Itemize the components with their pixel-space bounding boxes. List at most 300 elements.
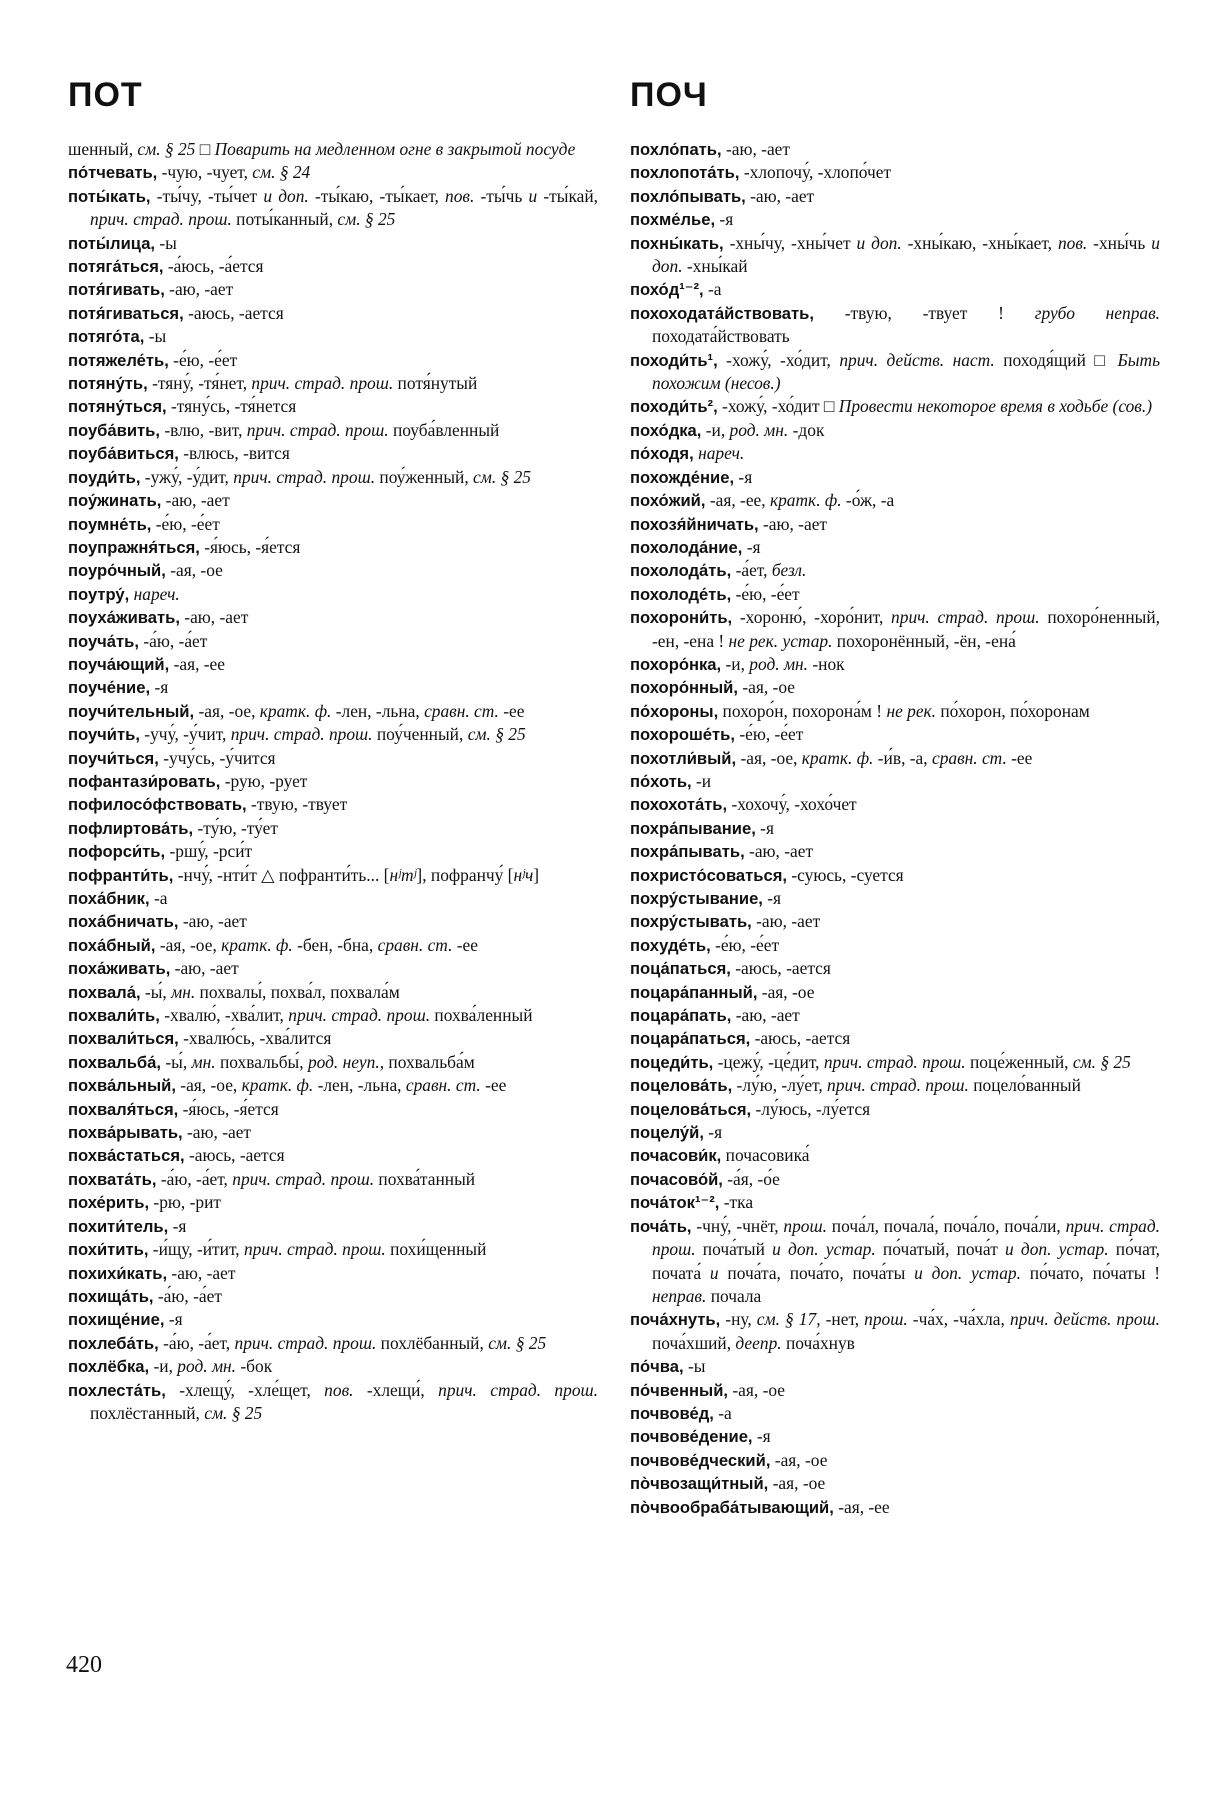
dictionary-entry	[630, 1402, 1160, 1425]
entry-text: -е́ю, -е́ет	[151, 513, 220, 534]
dictionary-entry	[630, 395, 1160, 418]
entry-text: -хлещу́, -хле́щет,	[165, 1379, 325, 1400]
entry-text: -аю, -ает	[751, 911, 821, 932]
entry-text: похвальбы́,	[215, 1051, 308, 1072]
entry-headword: похру́стывание,	[630, 889, 763, 908]
entry-headword: потяну́ться,	[68, 397, 167, 417]
entry-text: -хны́каю, -хны́кает,	[901, 232, 1058, 253]
entry-headword: похва́статься,	[68, 1146, 185, 1166]
entry-text: -чую, -чует,	[157, 162, 253, 183]
entry-text: -а	[713, 1402, 732, 1423]
entry-headword: похоро́нный,	[630, 678, 738, 698]
entry-text: -и́в, -а,	[873, 747, 932, 768]
entry-headword: похра́пывать,	[630, 842, 745, 862]
entry-headword: поха́живать,	[68, 959, 171, 979]
entry-headword: поцара́паться,	[630, 1029, 751, 1049]
dictionary-entry	[68, 630, 598, 653]
dictionary-entry	[68, 817, 598, 840]
entry-headword: похоро́нка,	[630, 654, 722, 674]
entry-grammar-note: неправ.	[652, 1285, 707, 1306]
entry-grammar-note: прич. страд. прош.	[251, 373, 394, 394]
entry-headword: поха́бник,	[68, 889, 150, 908]
entry-grammar-note: сравн. ст.	[424, 700, 499, 721]
entry-text: -ая, -ое,	[736, 747, 802, 768]
entry-text: -аю, -ает	[721, 139, 790, 159]
entry-text: -хвалю́, -хва́лит,	[159, 1005, 289, 1026]
entry-grammar-note: см. § 25 □ Поварить на медленном огне в закрытой посуде	[137, 139, 576, 159]
entry-headword: потяго́та,	[68, 327, 145, 347]
dictionary-entry	[630, 793, 1160, 816]
entry-headword: похлопота́ть,	[630, 163, 740, 183]
entry-text: -и,	[149, 1356, 178, 1377]
entry-grammar-note: прич. действ. наст.	[839, 349, 995, 370]
dictionary-entry	[630, 1051, 1160, 1074]
entry-text: -а́я, -о́е	[722, 1168, 780, 1189]
dictionary-entry	[630, 1191, 1160, 1214]
dictionary-entry	[630, 232, 1160, 279]
entry-headword: поупражня́ться,	[68, 537, 200, 557]
entry-headword: поутру́,	[68, 584, 130, 604]
entry-headword: поучи́тельный,	[68, 701, 195, 721]
entry-text: похоро́н, похорона́м !	[718, 700, 887, 721]
dictionary-entry	[68, 723, 598, 746]
entry-headword: похло́пать,	[630, 140, 722, 159]
entry-text: -и́щу, -и́тит,	[148, 1239, 244, 1260]
entry-headword: ходата́йствовать,	[668, 303, 814, 323]
entry-text: -учу́, -у́чит,	[139, 724, 231, 745]
entry-text: -е́ю, -е́ет	[710, 934, 780, 955]
entry-headword: поцелова́ть,	[630, 1076, 733, 1096]
entry-text: -чну́, -чнёт,	[691, 1215, 784, 1236]
entry-headword: похо́дка,	[630, 420, 702, 440]
entry-headword-prefix: похо	[630, 303, 669, 323]
dictionary-entry	[630, 747, 1160, 770]
entry-text: -хохочу́, -хохо́чет	[727, 794, 857, 815]
entry-grammar-note: прич. страд. прош.	[243, 1239, 386, 1260]
dictionary-entry	[68, 1098, 598, 1121]
entry-text: -аю, -ает	[164, 279, 234, 300]
right-column	[630, 138, 1160, 1519]
entry-headword: пофлиртова́ть,	[68, 818, 194, 838]
entry-grammar-note: род. неуп.,	[307, 1051, 385, 1072]
entry-grammar-note: нʲтʲ	[389, 864, 417, 885]
entry-text: -влю, -вит,	[160, 419, 247, 440]
entry-headword: похвали́ться,	[68, 1029, 179, 1049]
entry-headword: поцара́пать,	[630, 1006, 732, 1026]
entry-text: -аю, -ает	[178, 911, 247, 932]
entry-text: поча́тый	[695, 1239, 773, 1260]
dictionary-entry	[630, 1355, 1160, 1378]
dictionary-entry	[630, 278, 1160, 301]
entry-headword: поха́бничать,	[68, 912, 179, 932]
entry-grammar-note: прич. действ. прош.	[1009, 1309, 1160, 1330]
entry-text: шенный,	[68, 139, 138, 159]
entry-text: -ее	[452, 934, 478, 955]
entry-grammar-note: и доп. устар.	[772, 1239, 876, 1260]
entry-text: -ая, -ое,	[194, 700, 260, 721]
entry-text: поча́та, поча́то, поча́ты	[718, 1262, 915, 1283]
entry-headword: похолода́ть,	[630, 561, 732, 581]
dictionary-entry	[68, 1379, 598, 1426]
entry-text: -а	[149, 888, 168, 908]
entry-text: -ее	[1006, 747, 1033, 768]
entry-text: -нет,	[820, 1309, 865, 1330]
entry-headword: поу́жинать,	[68, 491, 162, 511]
entry-grammar-note: и доп.	[263, 185, 309, 206]
entry-text: -е́ю, -е́ет	[731, 583, 800, 604]
entry-grammar-note: прич. страд. прош.	[891, 607, 1040, 628]
entry-text: -аю, -ает	[161, 490, 230, 511]
entry-grammar-note: прош.	[864, 1309, 908, 1330]
dictionary-entry	[630, 161, 1160, 184]
dictionary-entry	[630, 419, 1160, 442]
dictionary-entry	[68, 419, 598, 442]
entry-headword: похме́лье,	[630, 210, 716, 230]
entry-text: -тяну́, -тя́нет,	[147, 373, 252, 394]
entry-headword: походи́ть¹,	[630, 350, 718, 370]
left-column	[68, 138, 598, 1425]
entry-headword: похва́льный,	[68, 1076, 176, 1096]
entry-headword: похо́д¹⁻²,	[630, 280, 704, 300]
entry-text: -ы́,	[140, 981, 172, 1002]
entry-headword: похристо́соваться,	[630, 865, 788, 885]
entry-headword: по̀чвозащи́тный,	[630, 1474, 769, 1494]
dictionary-entry	[68, 606, 598, 629]
entry-headword: по́чва,	[630, 1357, 684, 1377]
dictionary-entry	[630, 1144, 1160, 1167]
entry-text: -а́ю, -а́ет,	[158, 1332, 235, 1353]
entry-grammar-note: прош.	[783, 1215, 827, 1236]
dictionary-entry	[630, 910, 1160, 933]
entry-headword: по̀чвообраба́тывающий,	[630, 1497, 834, 1517]
dictionary-entry	[630, 1215, 1160, 1309]
entry-headword: похлеба́ть,	[68, 1333, 159, 1353]
entry-text: -ая, -ое	[770, 1449, 828, 1470]
dictionary-entry	[68, 700, 598, 723]
entry-text: -бок	[236, 1356, 273, 1377]
dictionary-entry	[68, 957, 598, 980]
dictionary-entry	[68, 1027, 598, 1050]
entry-headword: похваля́ться,	[68, 1099, 179, 1119]
entry-text: почасовика́	[721, 1145, 810, 1166]
entry-grammar-note: кратк. ф.	[259, 700, 332, 721]
entry-text: похи́щенный	[385, 1239, 487, 1260]
entry-text: -я	[752, 1426, 771, 1447]
dictionary-entry	[630, 1168, 1160, 1191]
entry-headword: походи́ть²,	[630, 397, 718, 417]
dictionary-entry	[630, 606, 1160, 653]
dictionary-entry	[68, 840, 598, 863]
entry-headword: поцеди́ть,	[630, 1052, 714, 1072]
dictionary-entry	[630, 583, 1160, 606]
entry-text: -аю, -ает	[167, 1262, 236, 1283]
entry-text: -хожу́, -хо́дит □	[717, 396, 839, 417]
dictionary-entry	[630, 1121, 1160, 1144]
entry-text: -хны́чь	[1087, 232, 1152, 253]
entry-text: -я	[703, 1122, 723, 1143]
dictionary-entry	[68, 793, 598, 816]
entry-text: -ужу́, -у́дит,	[140, 466, 234, 487]
entry-text: поча́л, почала́, поча́ло, поча́ли,	[826, 1215, 1066, 1236]
entry-text: -аюсь, -ается	[183, 302, 284, 323]
entry-text: -хороню́, -хоро́нит,	[732, 607, 892, 628]
entry-text: -твую, -твует !	[813, 302, 1035, 323]
entry-grammar-note: пов.	[445, 185, 475, 206]
entry-text: -лен, -льна,	[313, 1075, 406, 1096]
entry-text: по́чато, по́чаты !	[1020, 1262, 1161, 1283]
entry-headword: поумне́ть,	[68, 514, 152, 534]
entry-text: -ая, -ое,	[175, 1075, 242, 1096]
entry-headword: поучи́ться,	[68, 748, 159, 768]
entry-grammar-note: не рек. устар.	[728, 630, 833, 651]
entry-headword: похлёбка,	[68, 1357, 150, 1377]
entry-grammar-note: кратк. ф.	[241, 1075, 314, 1096]
entry-headword: похозя́йничать,	[630, 514, 759, 534]
dictionary-entry	[630, 536, 1160, 559]
entry-text: почала	[706, 1285, 762, 1306]
dictionary-entry	[630, 349, 1160, 396]
dictionary-entry	[630, 1098, 1160, 1121]
entry-text: -аю, -ает	[170, 958, 239, 979]
entry-headword: пофранти́ть,	[68, 865, 174, 885]
dictionary-entry	[68, 1144, 598, 1167]
dictionary-entry	[630, 302, 1160, 349]
entry-grammar-note: пов.	[324, 1379, 354, 1400]
dictionary-entry	[68, 747, 598, 770]
entry-headword: похру́стывать,	[630, 912, 752, 932]
dictionary-entry	[630, 770, 1160, 793]
entry-text: по́хорон, по́хоронам	[936, 700, 1090, 721]
entry-headword: потя́гиваться,	[68, 303, 184, 323]
entry-text: -а́ет,	[731, 560, 772, 581]
entry-text: -ты́чь	[474, 185, 529, 206]
entry-grammar-note: нареч.	[133, 583, 180, 604]
entry-text: -аюсь, -ается	[184, 1145, 285, 1166]
entry-text: ]	[533, 864, 540, 885]
entry-text: -ну,	[720, 1309, 757, 1330]
dictionary-entry	[630, 1379, 1160, 1402]
dictionary-entry	[68, 513, 598, 536]
entry-headword: похище́ние,	[68, 1310, 165, 1330]
entry-headword: по́хороны,	[630, 701, 719, 721]
entry-text: -и,	[721, 653, 750, 674]
entry-text: по́чатый, поча́т	[875, 1239, 1005, 1260]
dictionary-entry	[68, 770, 598, 793]
entry-text: -хны́чу, -хны́чет	[723, 232, 857, 253]
entry-text: поцело́ванный	[968, 1075, 1081, 1096]
entry-grammar-note: мн.	[191, 1051, 216, 1072]
entry-grammar-note: грубо неправ.	[1034, 302, 1160, 323]
entry-text: -я	[762, 888, 782, 908]
entry-grammar-note: нареч.	[698, 443, 745, 464]
dictionary-entry	[68, 676, 598, 699]
entry-text: по́чат, почата́	[652, 1239, 1161, 1283]
entry-text: -аю, -ает	[744, 841, 814, 862]
entry-text: -а́ю, -а́ет,	[156, 1168, 233, 1189]
entry-headword: похи́тить,	[68, 1240, 149, 1260]
entry-text: -ы́,	[161, 1051, 192, 1072]
entry-grammar-note: прич. страд. прош.	[234, 1332, 377, 1353]
entry-text: -цежу́, -це́дит,	[713, 1051, 824, 1072]
entry-text: -ы	[683, 1356, 706, 1377]
entry-text: -бен, -бна,	[292, 934, 378, 955]
entry-text: -аюсь, -ается	[750, 1028, 851, 1049]
entry-headword: поча́хнуть,	[630, 1310, 721, 1330]
entry-text: -ая, -ое	[757, 981, 815, 1002]
dictionary-entry	[630, 723, 1160, 746]
entry-text: -аю, -ает	[758, 513, 828, 534]
entry-grammar-note: нʲч	[513, 864, 534, 885]
dictionary-entry	[630, 1496, 1160, 1519]
entry-text: -а	[703, 279, 722, 300]
dictionary-entry	[68, 981, 598, 1004]
entry-text: -хожу́, -хо́дит,	[717, 349, 840, 370]
entry-grammar-note: и доп. устар.	[914, 1262, 1021, 1283]
dictionary-entry	[68, 466, 598, 489]
entry-text: -и,	[701, 419, 730, 440]
entry-text: -ее	[498, 700, 525, 721]
entry-headword: потяну́ть,	[68, 374, 148, 394]
entry-headword: поты́лица,	[68, 233, 156, 253]
entry-text: -ая, -ее	[169, 653, 225, 674]
entry-grammar-note: прич. страд. прош.	[230, 724, 373, 745]
entry-grammar-note: род. мн.	[749, 653, 809, 674]
entry-text: -я	[164, 1309, 183, 1330]
entry-grammar-note: кратк. ф.	[801, 747, 874, 768]
dictionary-entry	[630, 700, 1160, 723]
entry-grammar-note: прич. страд. прош.	[233, 466, 376, 487]
entry-headword: поуди́ть,	[68, 467, 141, 487]
entry-grammar-note: пов.	[1057, 232, 1088, 253]
entry-headword: похра́пывание,	[630, 818, 756, 838]
entry-text: -ы	[144, 326, 167, 347]
entry-headword: потяжеле́ть,	[68, 350, 169, 370]
entry-text: похвальба́м	[384, 1051, 475, 1072]
dictionary-entry	[630, 489, 1160, 512]
entry-headword: поцелова́ться,	[630, 1099, 752, 1119]
dictionary-entry	[68, 1262, 598, 1285]
dictionary-entry	[630, 559, 1160, 582]
entry-grammar-note: см. § 25	[473, 466, 531, 487]
dictionary-entry	[68, 255, 598, 278]
dictionary-entry	[630, 887, 1160, 910]
entry-headword: похны́кать,	[630, 233, 724, 253]
dictionary-entry	[68, 1308, 598, 1331]
entry-headword: почвове́дческий,	[630, 1450, 771, 1470]
dictionary-entry	[68, 232, 598, 255]
entry-text: -я	[755, 817, 774, 838]
entry-headword: пофорси́ть,	[68, 842, 166, 862]
entry-headword: поцелу́й,	[630, 1123, 704, 1143]
entry-text: -лу́ю, -лу́ет,	[732, 1075, 828, 1096]
entry-headword: почасови́к,	[630, 1146, 722, 1166]
entry-grammar-note: Быть похожим (несов.)	[652, 349, 1160, 394]
entry-text: ], пофранчу́ [	[416, 864, 514, 885]
entry-headword: поуха́живать,	[68, 608, 180, 628]
entry-headword: пофантази́ровать,	[68, 771, 221, 791]
entry-text: -я	[715, 209, 734, 230]
entry-headword: похе́рить,	[68, 1193, 150, 1213]
dictionary-entry	[630, 466, 1160, 489]
entry-text: -а́ю, -а́ет	[153, 1285, 222, 1306]
entry-text: -ая, -ое	[738, 677, 795, 698]
entry-text: -ршу́, -рси́т	[165, 841, 253, 862]
entry-headword: по́чвенный,	[630, 1380, 729, 1400]
entry-text: похлёбанный,	[376, 1332, 489, 1353]
entry-grammar-note: см. § 24	[252, 162, 311, 183]
entry-text: -рую, -рует	[220, 770, 308, 791]
entry-text: -аюсь, -ается	[730, 958, 831, 979]
dictionary-entry	[68, 934, 598, 957]
entry-grammar-note: и	[528, 185, 538, 206]
entry-text: -док	[788, 419, 825, 440]
entry-headword: похища́ть,	[68, 1286, 154, 1306]
entry-headword: поуба́виться,	[68, 444, 179, 464]
dictionary-entry	[68, 653, 598, 676]
entry-text: похва́ленный	[430, 1005, 533, 1026]
entry-grammar-note: прич. страд. прош.	[288, 1005, 431, 1026]
entry-grammar-note: см. § 25	[337, 209, 396, 230]
entry-headword: похотли́вый,	[630, 748, 737, 768]
entry-text: -аю, -ает	[182, 1122, 252, 1143]
entry-headword: поуба́вить,	[68, 420, 160, 440]
entry-grammar-note: см. § 25	[1072, 1051, 1131, 1072]
entry-grammar-note: кратк. ф.	[769, 490, 842, 511]
entry-text: поча́хнув	[781, 1332, 855, 1353]
entry-headword: похлеста́ть,	[68, 1380, 166, 1400]
entry-text: похва́танный	[374, 1168, 476, 1189]
entry-headword: почвове́д,	[630, 1403, 714, 1423]
dictionary-entry	[630, 442, 1160, 465]
entry-grammar-note: см. § 25	[467, 724, 526, 745]
entry-headword: поча́ток¹⁻²,	[630, 1193, 720, 1213]
dictionary-entry	[630, 934, 1160, 957]
entry-grammar-note: род. мн.	[729, 419, 789, 440]
entry-grammar-note: см. § 25	[488, 1332, 547, 1353]
entry-text: -и	[691, 770, 712, 791]
entry-text: похоро́ненный, -ен, -ена !	[652, 607, 1160, 651]
entry-grammar-note: деепр.	[735, 1332, 782, 1353]
entry-headword: похвальба́,	[68, 1052, 162, 1072]
dictionary-entry	[68, 1355, 598, 1378]
entry-headword: поца́паться,	[630, 959, 731, 979]
entry-grammar-note: сравн. ст.	[931, 747, 1007, 768]
entry-grammar-note: и доп.	[652, 232, 1160, 277]
entry-text: -влюсь, -вится	[178, 443, 290, 464]
entry-text: -лен, -льна,	[331, 700, 425, 721]
entry-headword: потя́гивать,	[68, 280, 165, 300]
entry-headword: поты́кать,	[68, 186, 151, 206]
entry-text: похоронённый, -ён, -ена́	[832, 630, 1016, 651]
entry-text: -ча́х, -ча́хла,	[907, 1309, 1010, 1330]
dictionary-entry	[68, 1051, 598, 1074]
entry-text: -тяну́сь, -тя́нется	[166, 396, 297, 417]
dictionary-entry	[68, 1285, 598, 1308]
entry-headword: поуча́ть,	[68, 631, 139, 651]
dictionary-entry	[68, 442, 598, 465]
entry-grammar-note: прич. страд. прош.	[90, 209, 232, 230]
entry-text: -суюсь, -суется	[787, 864, 904, 885]
entry-grammar-note: кратк. ф.	[221, 934, 293, 955]
dictionary-entry	[630, 1004, 1160, 1027]
entry-grammar-note: мн.	[171, 981, 196, 1002]
entry-headword: похвали́ть,	[68, 1006, 160, 1026]
entry-text: -е́ю, -е́ет	[168, 349, 238, 370]
entry-grammar-note: род. мн.	[177, 1356, 237, 1377]
dictionary-entry	[630, 208, 1160, 231]
entry-grammar-note: безл.	[771, 560, 807, 581]
entry-grammar-note: и	[709, 1262, 719, 1283]
